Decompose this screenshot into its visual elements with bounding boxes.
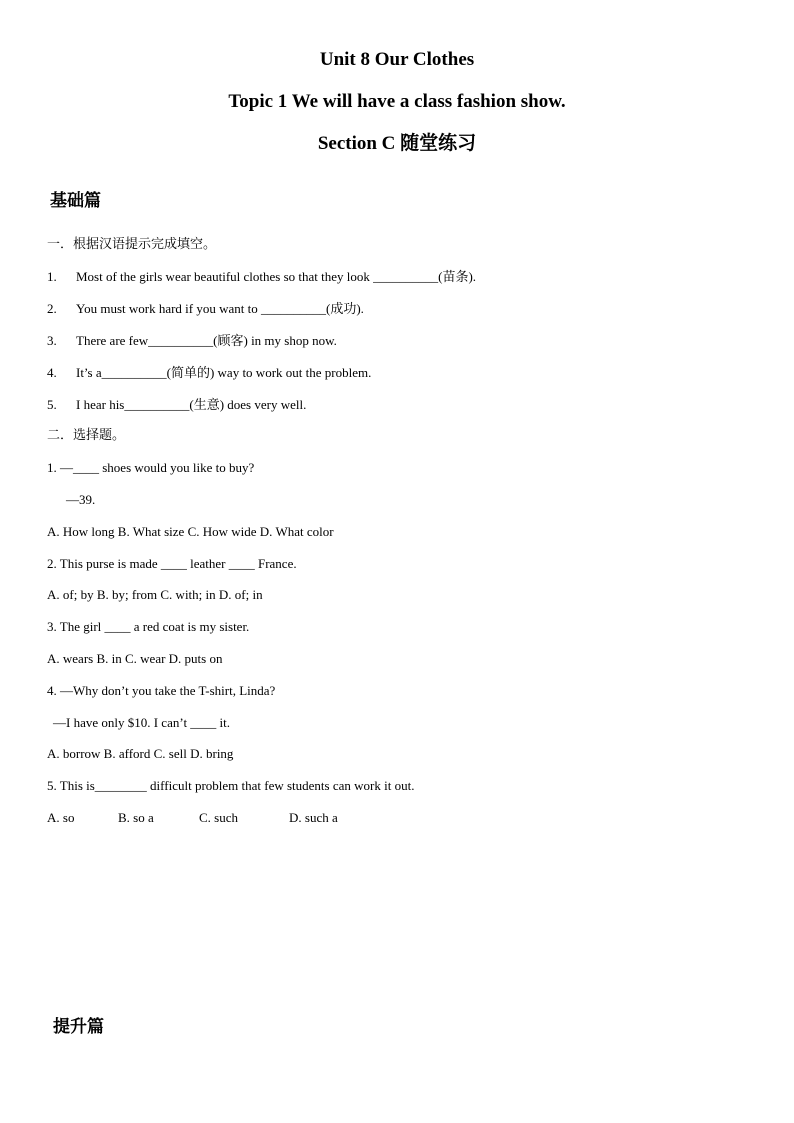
- fill-item-number: 4.: [47, 365, 57, 380]
- advanced-section-heading: 提升篇: [53, 1017, 104, 1037]
- fill-item-number: 3.: [47, 333, 57, 348]
- question-5: 5. This is________ difficult problem that few students can work it out.: [47, 778, 415, 793]
- fill-item-number: 2.: [47, 301, 57, 316]
- question-1: 1. —____ shoes would you like to buy?: [47, 460, 255, 475]
- fill-item-text: It’s a__________(简单的) way to work out the problem.: [76, 365, 372, 380]
- option-b: B. so a: [118, 810, 154, 825]
- option-d: D. such a: [289, 810, 338, 825]
- options-3: A. wears B. in C. wear D. puts on: [47, 651, 223, 666]
- fill-item-number: 5.: [47, 397, 57, 412]
- topic-title: Topic 1 We will have a class fashion show.: [228, 91, 566, 112]
- options-4: A. borrow B. afford C. sell D. bring: [47, 746, 234, 761]
- fill-item-number: 1.: [47, 269, 57, 284]
- options-2: A. of; by B. by; from C. with; in D. of; in: [47, 587, 263, 602]
- option-c: C. such: [199, 810, 238, 825]
- question-2: 2. This purse is made ____ leather ____ France.: [47, 556, 297, 571]
- part2-heading: 二．选择题。: [47, 428, 126, 443]
- question-3: 3. The girl ____ a red coat is my sister.: [47, 619, 250, 634]
- answer-1: —39.: [66, 492, 96, 507]
- unit-title: Unit 8 Our Clothes: [319, 49, 475, 70]
- basic-section-heading: 基础篇: [50, 191, 101, 211]
- options-1: A. How long B. What size C. How wide D. What color: [47, 524, 334, 539]
- fill-item-text: You must work hard if you want to __________(成功).: [76, 301, 364, 316]
- fill-item-text: Most of the girls wear beautiful clothes so that they look __________(苗条).: [76, 269, 477, 284]
- part1-heading: 一．根据汉语提示完成填空。: [47, 237, 217, 252]
- question-4: 4. —Why don’t you take the T-shirt, Linda?: [47, 683, 276, 698]
- section-title: Section C 随堂练习: [317, 133, 477, 154]
- fill-item-text: I hear his__________(生意) does very well.: [76, 397, 307, 412]
- answer-4: —I have only $10. I can’t ____ it.: [53, 715, 231, 730]
- option-a: A. so: [47, 810, 75, 825]
- fill-item-text: There are few__________(顾客) in my shop now.: [76, 333, 337, 348]
